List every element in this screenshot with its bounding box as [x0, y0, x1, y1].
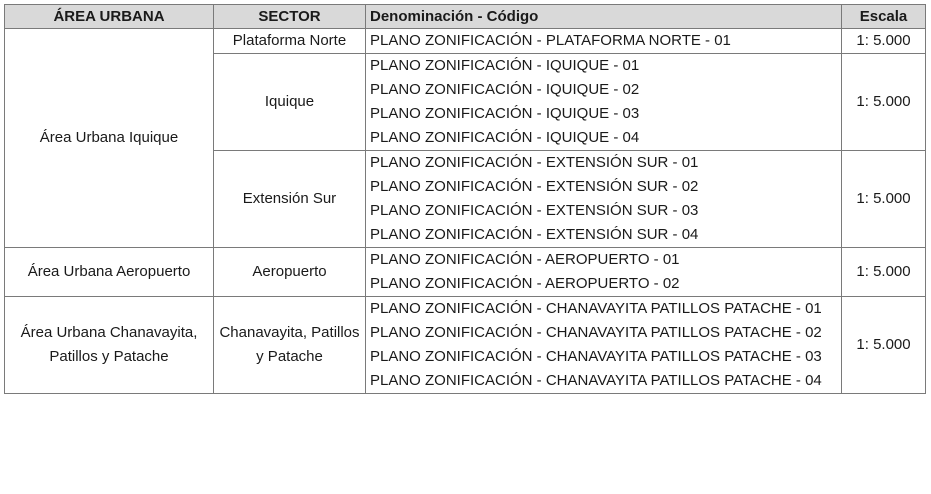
- plan-code: PLANO ZONIFICACIÓN - CHANAVAYITA PATILLOS PATACHE - 04: [370, 372, 822, 389]
- sector-cell: Iquique: [214, 54, 366, 151]
- scale-cell: 1: 5.000: [842, 54, 926, 151]
- denominacion-cell: [366, 54, 842, 151]
- plan-code: PLANO ZONIFICACIÓN - EXTENSIÓN SUR - 02: [370, 178, 699, 195]
- plan-code: PLANO ZONIFICACIÓN - CHANAVAYITA PATILLOS PATACHE - 03: [370, 348, 822, 365]
- scale-cell: 1: 5.000: [842, 248, 926, 297]
- header-denominacion: Denominación - Código: [366, 5, 842, 29]
- plan-code: PLANO ZONIFICACIÓN - CHANAVAYITA PATILLOS PATACHE - 02: [370, 324, 822, 341]
- header-row: [5, 5, 926, 29]
- plan-code: PLANO ZONIFICACIÓN - CHANAVAYITA PATILLOS PATACHE - 01: [370, 300, 822, 317]
- denominacion-cell: [366, 297, 842, 394]
- plan-code: PLANO ZONIFICACIÓN - EXTENSIÓN SUR - 03: [370, 202, 699, 219]
- denominacion-cell: [366, 29, 842, 54]
- sector-cell: Extensión Sur: [214, 151, 366, 248]
- area-cell: Área Urbana Chanavayita, Patillos y Patache: [5, 297, 214, 394]
- plan-code: PLANO ZONIFICACIÓN - AEROPUERTO - 02: [370, 275, 680, 292]
- zoning-plans-table: [4, 4, 926, 394]
- plan-code: PLANO ZONIFICACIÓN - IQUIQUE - 04: [370, 129, 640, 146]
- table-row: [5, 297, 926, 394]
- table-row: [5, 248, 926, 297]
- plan-code: PLANO ZONIFICACIÓN - IQUIQUE - 02: [370, 81, 640, 98]
- table-row: [5, 29, 926, 54]
- plan-code: PLANO ZONIFICACIÓN - PLATAFORMA NORTE - 01: [370, 32, 731, 49]
- scale-cell: 1: 5.000: [842, 151, 926, 248]
- scale-cell: 1: 5.000: [842, 297, 926, 394]
- denominacion-cell: [366, 151, 842, 248]
- sector-cell: Aeropuerto: [214, 248, 366, 297]
- plan-code: PLANO ZONIFICACIÓN - AEROPUERTO - 01: [370, 251, 680, 268]
- header-area: ÁREA URBANA: [5, 5, 214, 29]
- header-sector: SECTOR: [214, 5, 366, 29]
- area-cell: Área Urbana Iquique: [5, 29, 214, 248]
- scale-cell: 1: 5.000: [842, 29, 926, 54]
- plan-code: PLANO ZONIFICACIÓN - EXTENSIÓN SUR - 01: [370, 154, 699, 171]
- sector-cell: Chanavayita, Patillos y Patache: [214, 297, 366, 394]
- denominacion-cell: [366, 248, 842, 297]
- plan-code: PLANO ZONIFICACIÓN - IQUIQUE - 01: [370, 57, 640, 74]
- sector-cell: Plataforma Norte: [214, 29, 366, 54]
- area-cell: Área Urbana Aeropuerto: [5, 248, 214, 297]
- plan-code: PLANO ZONIFICACIÓN - EXTENSIÓN SUR - 04: [370, 226, 699, 243]
- header-escala: Escala: [842, 5, 926, 29]
- plan-code: PLANO ZONIFICACIÓN - IQUIQUE - 03: [370, 105, 640, 122]
